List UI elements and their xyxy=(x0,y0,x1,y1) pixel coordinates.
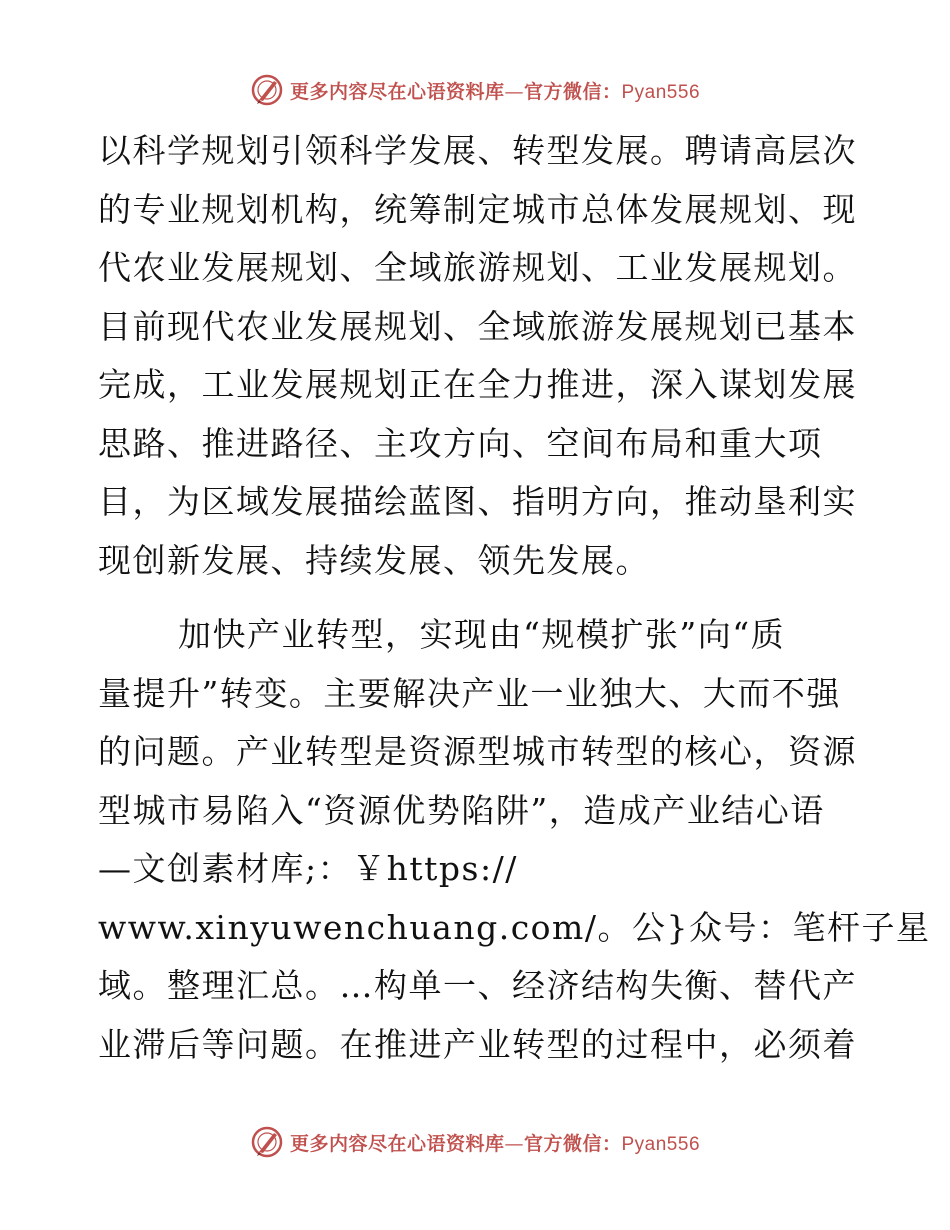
text-line: 域。整理汇总。…构单一、经济结构失衡、替代产 xyxy=(98,966,857,1005)
text-line: 现创新发展、持续发展、领先发展。 xyxy=(98,540,650,580)
text-line: 代农业发展规划、全域旅游规划、工业发展规划。 xyxy=(98,248,857,287)
text-line: —文创素材库;：￥https:// xyxy=(98,849,518,888)
banner-wechat-id: Pyan556 xyxy=(621,1133,701,1155)
text-line: 以科学规划引领科学发展、转型发展。聘请高层次 xyxy=(98,131,857,170)
header-banner xyxy=(0,70,950,110)
text-line: www.xinyuwenchuang.com/。公}众号：笔杆子星 xyxy=(98,907,931,947)
text-line: 思路、推进路径、主攻方向、空间布局和重大项 xyxy=(98,423,823,463)
banner-main: 更多内容尽在心语资料库 xyxy=(289,80,505,103)
banner-text xyxy=(290,77,700,104)
banner-official: 官方微信： xyxy=(523,1132,622,1155)
text-line: 加快产业转型，实现由“规模扩张”向“质 xyxy=(178,615,786,654)
body-text xyxy=(98,122,931,1074)
text-line: 的问题。产业转型是资源型城市转型的核心，资源 xyxy=(98,732,857,771)
text-line: 目，为区域发展描绘蓝图、指明方向，推动垦利实 xyxy=(98,482,857,521)
text-line: 的专业规划机构，统筹制定城市总体发展规划、现 xyxy=(98,189,857,229)
text-line: 目前现代农业发展规划、全域旅游发展规划已基本 xyxy=(98,306,857,346)
banner-official: 官方微信： xyxy=(523,80,622,103)
banner-separator: — xyxy=(504,1132,524,1155)
footer-banner xyxy=(0,1122,950,1162)
paragraph-2 xyxy=(98,606,931,1074)
paragraph-1 xyxy=(98,122,857,590)
text-line: 型城市易陷入“资源优势陷阱”，造成产业结心语 xyxy=(98,790,825,830)
banner-separator: — xyxy=(504,80,524,103)
quill-logo-icon xyxy=(250,1125,284,1159)
text-line: 量提升”转变。主要解决产业一业独大、大而不强 xyxy=(98,673,841,713)
text-line: 完成，工业发展规划正在全力推进，深入谋划发展 xyxy=(98,365,857,404)
banner-text xyxy=(290,1129,700,1156)
banner-wechat-id: Pyan556 xyxy=(621,81,701,103)
quill-logo-icon xyxy=(250,73,284,107)
text-line: 业滞后等问题。在推进产业转型的过程中，必须着 xyxy=(98,1024,857,1064)
banner-main: 更多内容尽在心语资料库 xyxy=(289,1132,505,1155)
